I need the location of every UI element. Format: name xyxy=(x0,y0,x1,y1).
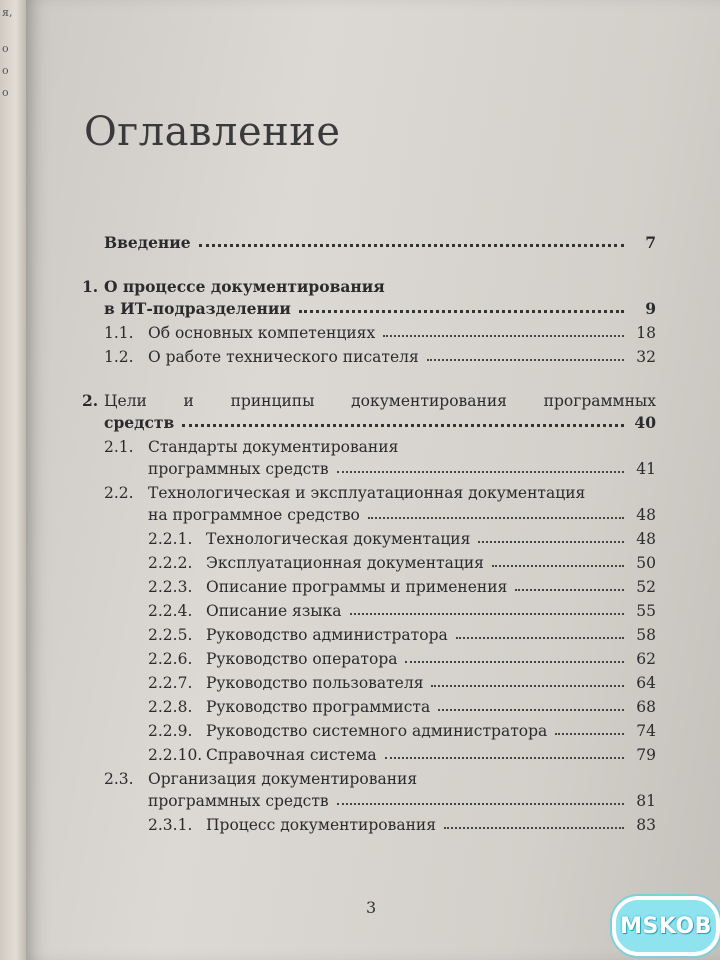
toc-entry-label: на программное средство xyxy=(148,506,360,524)
dot-leader xyxy=(515,589,624,591)
toc-entry-label: Технологическая и эксплуатационная документация xyxy=(148,484,586,502)
toc-entry[interactable] xyxy=(82,272,656,296)
toc-entry-page: 62 xyxy=(636,650,656,668)
toc-entry-label: Технологическая документация xyxy=(206,530,471,548)
toc-entry[interactable] xyxy=(82,596,656,620)
toc-entry-label: О процессе документирования xyxy=(104,277,385,296)
toc-entry-label: Организация документирования xyxy=(148,770,418,788)
toc-word: принципы xyxy=(230,392,315,410)
page-number: 3 xyxy=(366,898,377,917)
toc-entry[interactable] xyxy=(82,620,656,644)
book-page xyxy=(26,0,720,960)
dot-leader xyxy=(405,661,624,663)
toc-entry-label: программных средств xyxy=(148,792,329,810)
toc-word: программных xyxy=(543,392,656,410)
toc-entry[interactable] xyxy=(82,572,656,596)
toc-entry-number: 2.2.2. xyxy=(148,554,193,572)
toc-entry[interactable] xyxy=(82,432,656,456)
toc-entry-number: 1.1. xyxy=(104,324,134,342)
dot-leader xyxy=(337,803,624,805)
toc-entry-page: 68 xyxy=(636,698,656,716)
edge-text: я, xyxy=(2,6,13,19)
dot-leader xyxy=(385,757,624,759)
toc-entry-page: 64 xyxy=(636,674,656,692)
dot-leader xyxy=(368,517,624,519)
toc-entry-number: 2.2. xyxy=(104,484,134,502)
toc-entry-number: 2.3. xyxy=(104,770,134,788)
toc-entry-page: 18 xyxy=(636,324,656,342)
dot-leader xyxy=(555,733,624,735)
toc-entry-page: 9 xyxy=(645,299,656,318)
previous-page-edge xyxy=(0,0,26,960)
toc-entry-label: О работе технического писателя xyxy=(148,348,419,366)
toc-entry-page: 58 xyxy=(636,626,656,644)
toc-entry-label: Справочная система xyxy=(206,746,377,764)
toc-entry-label: Руководство пользователя xyxy=(206,674,424,692)
toc-word: документирования xyxy=(351,392,507,410)
page-title: Оглавление xyxy=(84,108,341,155)
toc-entry[interactable] xyxy=(82,524,656,548)
toc-entry-page: 40 xyxy=(634,413,656,432)
toc-entry-page: 41 xyxy=(636,460,656,478)
toc-entry-number: 2.2.6. xyxy=(148,650,193,668)
toc-entry-label: Процесс документирования xyxy=(206,816,437,834)
dot-leader xyxy=(350,613,624,615)
toc-entry[interactable] xyxy=(82,318,656,342)
dot-leader xyxy=(438,709,624,711)
toc-entry[interactable] xyxy=(82,456,656,478)
toc-entry-number: 2.2.4. xyxy=(148,602,193,620)
toc-entry-page: 55 xyxy=(636,602,656,620)
toc-entry-number: 2.2.9. xyxy=(148,722,193,740)
toc-entry-page: 7 xyxy=(645,233,656,252)
toc-entry-number: 1. xyxy=(82,277,99,296)
toc-entry-number: 2.2.1. xyxy=(148,530,193,548)
toc-entry[interactable] xyxy=(82,410,656,432)
toc-entry-page: 48 xyxy=(636,530,656,548)
dot-leader xyxy=(444,827,624,829)
dot-leader xyxy=(427,359,624,361)
toc-entry-page: 81 xyxy=(636,792,656,810)
edge-text: о xyxy=(2,86,9,99)
toc-entry-label: Руководство системного администратора xyxy=(206,722,548,740)
toc-entry-label: Об основных компетенциях xyxy=(148,324,376,342)
toc-entry-number: 2. xyxy=(82,391,99,410)
dot-leader xyxy=(383,335,624,337)
toc-entry-label: Руководство программиста xyxy=(206,698,431,716)
toc-entry-label: Описание языка xyxy=(206,602,342,620)
toc-entry-number: 2.2.7. xyxy=(148,674,193,692)
toc-entry-label: Эксплуатационная документация xyxy=(206,554,484,572)
toc-entry-number: 1.2. xyxy=(104,348,134,366)
dot-leader xyxy=(299,310,624,313)
toc-entry[interactable] xyxy=(82,386,656,410)
dot-leader xyxy=(478,541,624,543)
toc-entry[interactable] xyxy=(82,644,656,668)
toc-entry-number: 2.3.1. xyxy=(148,816,193,834)
toc-entry-page: 74 xyxy=(636,722,656,740)
toc-entry-label: средств xyxy=(104,413,175,432)
dot-leader xyxy=(456,637,624,639)
dot-leader xyxy=(492,565,624,567)
toc-word: Цели xyxy=(104,392,147,410)
toc-entry[interactable] xyxy=(82,548,656,572)
toc-entry-label: Руководство администратора xyxy=(206,626,448,644)
toc-entry[interactable] xyxy=(82,810,656,834)
toc-entry-number: 2.2.3. xyxy=(148,578,193,596)
toc-entry-page: 52 xyxy=(636,578,656,596)
toc-entry[interactable] xyxy=(82,740,656,764)
toc-entry[interactable] xyxy=(82,342,656,366)
toc-entry[interactable] xyxy=(82,228,656,252)
dot-leader xyxy=(337,471,624,473)
toc-entry[interactable] xyxy=(82,478,656,502)
toc-entry-number: 2.1. xyxy=(104,438,134,456)
toc-entry[interactable] xyxy=(82,692,656,716)
toc-entry-page: 83 xyxy=(636,816,656,834)
toc-entry-number: 2.2.10. xyxy=(148,746,203,764)
toc-entry-page: 50 xyxy=(636,554,656,572)
toc-entry-page: 79 xyxy=(636,746,656,764)
edge-text: о xyxy=(2,42,9,55)
toc-entry-number: 2.2.5. xyxy=(148,626,193,644)
toc-entry-label: Стандарты документирования xyxy=(148,438,399,456)
toc-entry-label: Введение xyxy=(104,233,191,252)
watermark-badge: MSKOB xyxy=(612,896,720,956)
edge-text: о xyxy=(2,64,9,77)
toc-entry[interactable] xyxy=(82,502,656,524)
toc-entry[interactable] xyxy=(82,764,656,788)
toc-entry-number: 2.2.8. xyxy=(148,698,193,716)
toc-entry-label: в ИТ-подразделении xyxy=(104,299,291,318)
toc-entry-label: программных средств xyxy=(148,460,329,478)
toc-entry[interactable] xyxy=(82,716,656,740)
toc-entry[interactable] xyxy=(82,668,656,692)
toc-entry-label: Описание программы и применения xyxy=(206,578,508,596)
dot-leader xyxy=(431,685,624,687)
toc-word: и xyxy=(183,392,194,410)
toc-entry-page: 48 xyxy=(636,506,656,524)
dot-leader xyxy=(199,244,624,247)
dot-leader xyxy=(182,424,624,427)
toc-entry-label: Руководство оператора xyxy=(206,650,398,668)
table-of-contents xyxy=(82,228,656,834)
toc-entry-page: 32 xyxy=(636,348,656,366)
toc-entry[interactable] xyxy=(82,788,656,810)
toc-entry[interactable] xyxy=(82,296,656,318)
toc-entry-label xyxy=(104,392,656,410)
